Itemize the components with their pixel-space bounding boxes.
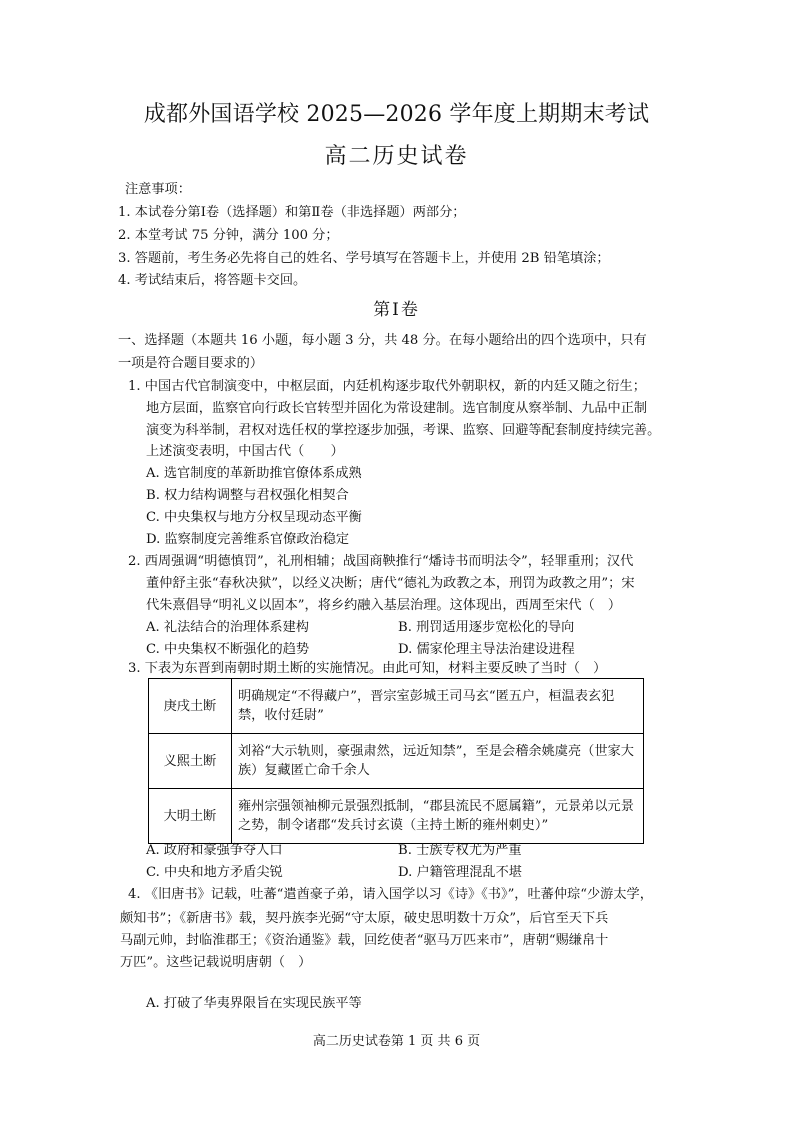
question-1-option: B. 权力结构调整与君权强化相契合 bbox=[146, 488, 349, 503]
question-3-option: D. 户籍管理混乱不堪 bbox=[398, 865, 522, 880]
table-cell-detail: 明确规定“不得藏户”，晋宗室彭城王司马玄“匿五户，桓温表玄犯禁，收付廷尉” bbox=[232, 679, 644, 734]
question-2-stem: 董仲舒主张“春秋决狱”，以经义决断；唐代“德礼为政教之本，刑罚为政教之用”；宋 bbox=[146, 576, 635, 591]
question-3-option: C. 中央和地方矛盾尖锐 bbox=[146, 865, 283, 880]
question-2-stem: 2. 西周强调“明德慎罚”，礼刑相辅；战国商鞅推行“燔诗书而明法令”，轻罪重刑；汉代 bbox=[128, 554, 634, 569]
question-1-stem: 1. 中国古代官制演变中，中枢层面，内廷机构逐步取代外朝职权，新的内廷又随之衍生； bbox=[128, 379, 646, 394]
table-row bbox=[149, 734, 644, 789]
question-2-stem: 代朱熹倡导“明礼义以固本”，将乡约融入基层治理。这体现出，西周至宋代（ ） bbox=[146, 598, 622, 613]
table-row bbox=[149, 789, 644, 844]
question-3-stem: 3. 下表为东晋到南朝时期土断的实施情况。由此可知，材料主要反映了当时（ ） bbox=[128, 661, 607, 676]
question-3-option: A. 政府和豪强争夺人口 bbox=[146, 843, 283, 858]
table-cell-name: 义熙土断 bbox=[149, 734, 232, 789]
section-instruction: 一、选择题（本题共 16 小题，每小题 3 分，共 48 分。在每小题给出的四个选项中，只有 bbox=[118, 333, 647, 348]
question-4-stem: 颇知书”；《新唐书》载，契丹族李光弼“守太原，破史思明数十万众”，后官至天下兵 bbox=[120, 911, 609, 926]
question-3-option: B. 士族专权尤为严重 bbox=[398, 843, 522, 858]
notice-item: 2. 本堂考试 75 分钟，满分 100 分； bbox=[118, 228, 339, 243]
table-cell-name: 庚戌土断 bbox=[149, 679, 232, 734]
notice-item: 4. 考试结束后，将答题卡交回。 bbox=[118, 273, 307, 288]
notice-heading: 注意事项： bbox=[125, 182, 191, 197]
question-4-option: A. 打破了华夷界限旨在实现民族平等 bbox=[146, 996, 362, 1011]
section-instruction: 一项是符合题目要求的） bbox=[118, 356, 264, 371]
question-1-stem: 地方层面，监察官向行政长官转型并固化为常设建制。选官制度从察举制、九品中正制 bbox=[146, 401, 648, 416]
question-1-option: C. 中央集权与地方分权呈现动态平衡 bbox=[146, 510, 362, 525]
page-footer: 高二历史试卷第 1 页 共 6 页 bbox=[312, 1034, 481, 1049]
notice-item: 1. 本试卷分第Ⅰ卷（选择题）和第Ⅱ卷（非选择题）两部分； bbox=[118, 205, 466, 220]
question-1-option: D. 监察制度完善维系官僚政治稳定 bbox=[146, 532, 350, 547]
question-4-stem: 马副元帅，封临淮郡王；《资治通鉴》载，回纥使者“驱马万匹来市”，唐朝“赐缣帛十 bbox=[120, 933, 609, 948]
question-2-option: B. 刑罚适用逐步宽松化的导向 bbox=[398, 620, 575, 635]
volume-title: 第Ⅰ卷 bbox=[373, 300, 420, 320]
question-2-option: C. 中央集权不断强化的趋势 bbox=[146, 642, 310, 657]
land-registration-table bbox=[148, 678, 644, 844]
table-cell-name: 大明土断 bbox=[149, 789, 232, 844]
question-1-stem: 上述演变表明，中国古代（ ） bbox=[146, 444, 344, 459]
question-1-option: A. 选官制度的革新助推官僚体系成熟 bbox=[146, 466, 362, 481]
notice-item: 3. 答题前，考生务必先将自己的姓名、学号填写在答题卡上，并使用 2B 铅笔填涂； bbox=[118, 251, 610, 266]
question-1-stem: 演变为科举制，君权对选任权的掌控逐步加强，考课、监察、回避等配套制度持续完善。 bbox=[146, 423, 661, 438]
exam-title: 成都外国语学校 2025—2026 学年度上期期末考试 bbox=[143, 102, 650, 127]
question-2-option: D. 儒家伦理主导法治建设进程 bbox=[398, 642, 575, 657]
table-row bbox=[149, 679, 644, 734]
table-cell-detail: 刘裕“大示轨则，豪强肃然，远近知禁”，至是会稽余姚虞亮（世家大族）复藏匿亡命千余人 bbox=[232, 734, 644, 789]
question-2-option: A. 礼法结合的治理体系建构 bbox=[146, 620, 309, 635]
table-cell-detail: 雍州宗强领袖柳元景强烈抵制，“郡县流民不愿属籍”，元景弟以元景之势，制令诸郡“发兵讨玄谟（主持土断的雍州刺史）” bbox=[232, 789, 644, 844]
question-4-stem: 万匹”。这些记载说明唐朝（ ） bbox=[120, 955, 312, 970]
exam-subtitle: 高二历史试卷 bbox=[324, 144, 469, 169]
question-4-stem: 4. 《旧唐书》记载，吐蕃“遣酋豪子弟，请入国学以习《诗》《书》”，吐蕃仲琮“少游太学， bbox=[128, 887, 653, 902]
